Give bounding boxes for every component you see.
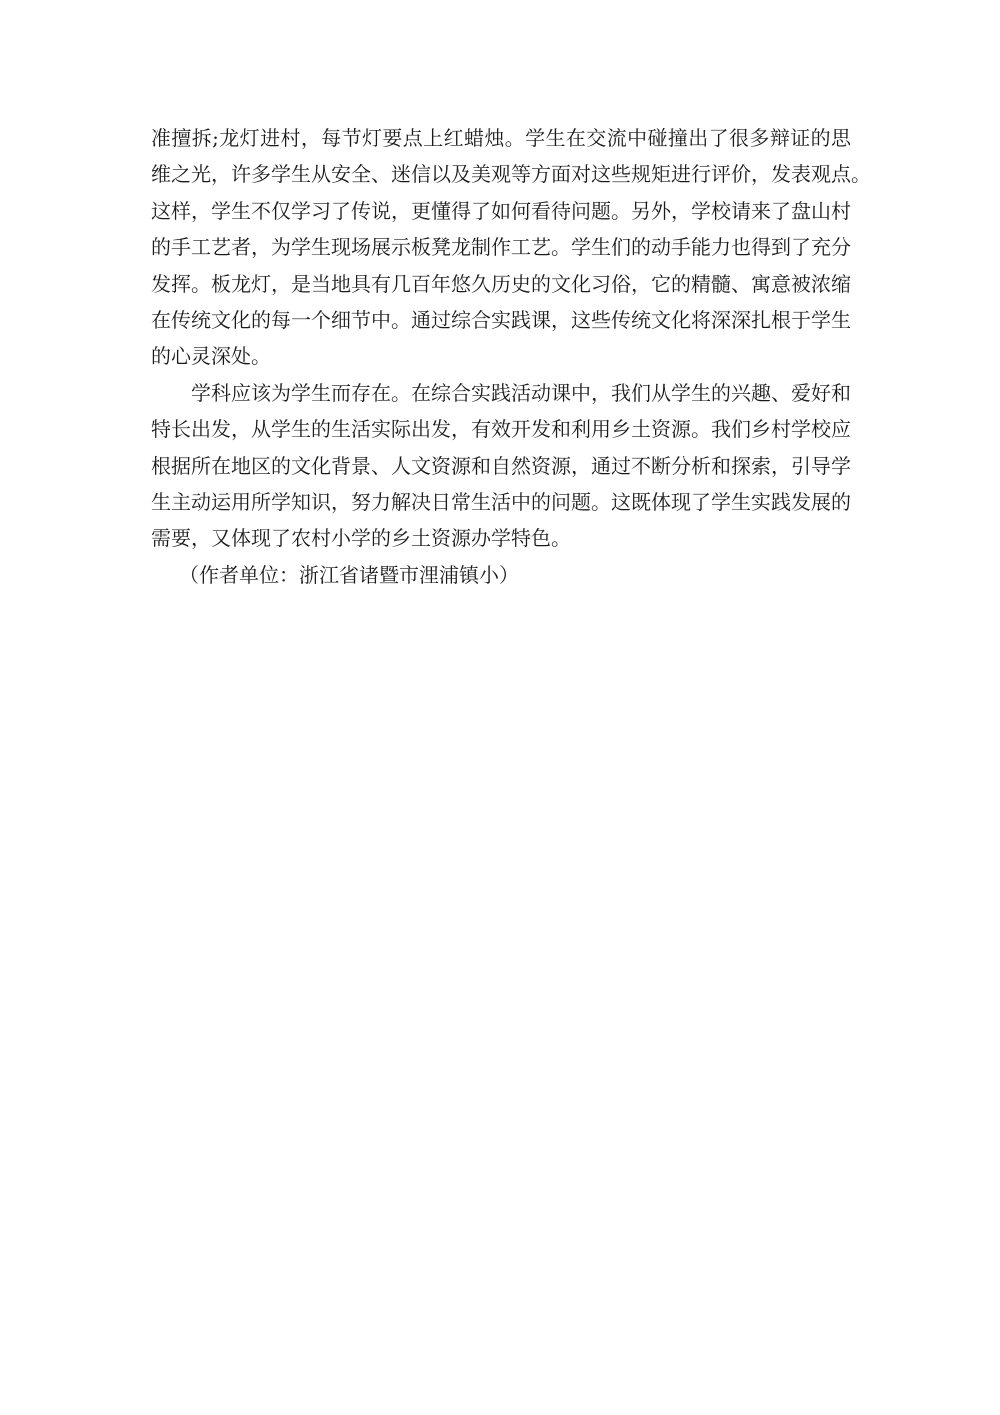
text-line: 维之光，许多学生从安全、迷信以及美观等方面对这些规矩进行评价，发表观点。 (151, 162, 871, 187)
text-line: 生主动运用所学知识，努力解决日常生活中的问题。这既体现了学生实践发展的 (151, 489, 851, 514)
text-line: 发挥。板龙灯，是当地具有几百年悠久历史的文化习俗，它的精髓、寓意被浓缩 (151, 271, 851, 296)
text-line: 根据所在地区的文化背景、人文资源和自然资源，通过不断分析和探索，引导学 (151, 453, 851, 478)
author-affiliation: （作者单位：浙江省诸暨市浬浦镇小） (179, 562, 519, 587)
text-line: 的心灵深处。 (151, 344, 271, 369)
text-line: 特长出发，从学生的生活实际出发，有效开发和利用乡土资源。我们乡村学校应 (151, 417, 851, 442)
paragraph-1 (151, 120, 871, 375)
text-line: 准擅拆;龙灯进村，每节灯要点上红蜡烛。学生在交流中碰撞出了很多辩证的思 (151, 126, 851, 150)
text-line: 在传统文化的每一个细节中。通过综合实践课，这些传统文化将深深扎根于学生 (151, 307, 851, 332)
text-line: 的手工艺者，为学生现场展示板凳龙制作工艺。学生们的动手能力也得到了充分 (151, 235, 851, 260)
paragraph-2 (151, 375, 851, 557)
text-line: 需要，又体现了农村小学的乡土资源办学特色。 (151, 526, 571, 551)
text-line: 学科应该为学生而存在。在综合实践活动课中，我们从学生的兴趣、爱好和 (191, 380, 851, 405)
article-body (151, 120, 871, 593)
text-line: 这样，学生不仅学习了传说，更懂得了如何看待问题。另外，学校请来了盘山村 (151, 198, 851, 223)
